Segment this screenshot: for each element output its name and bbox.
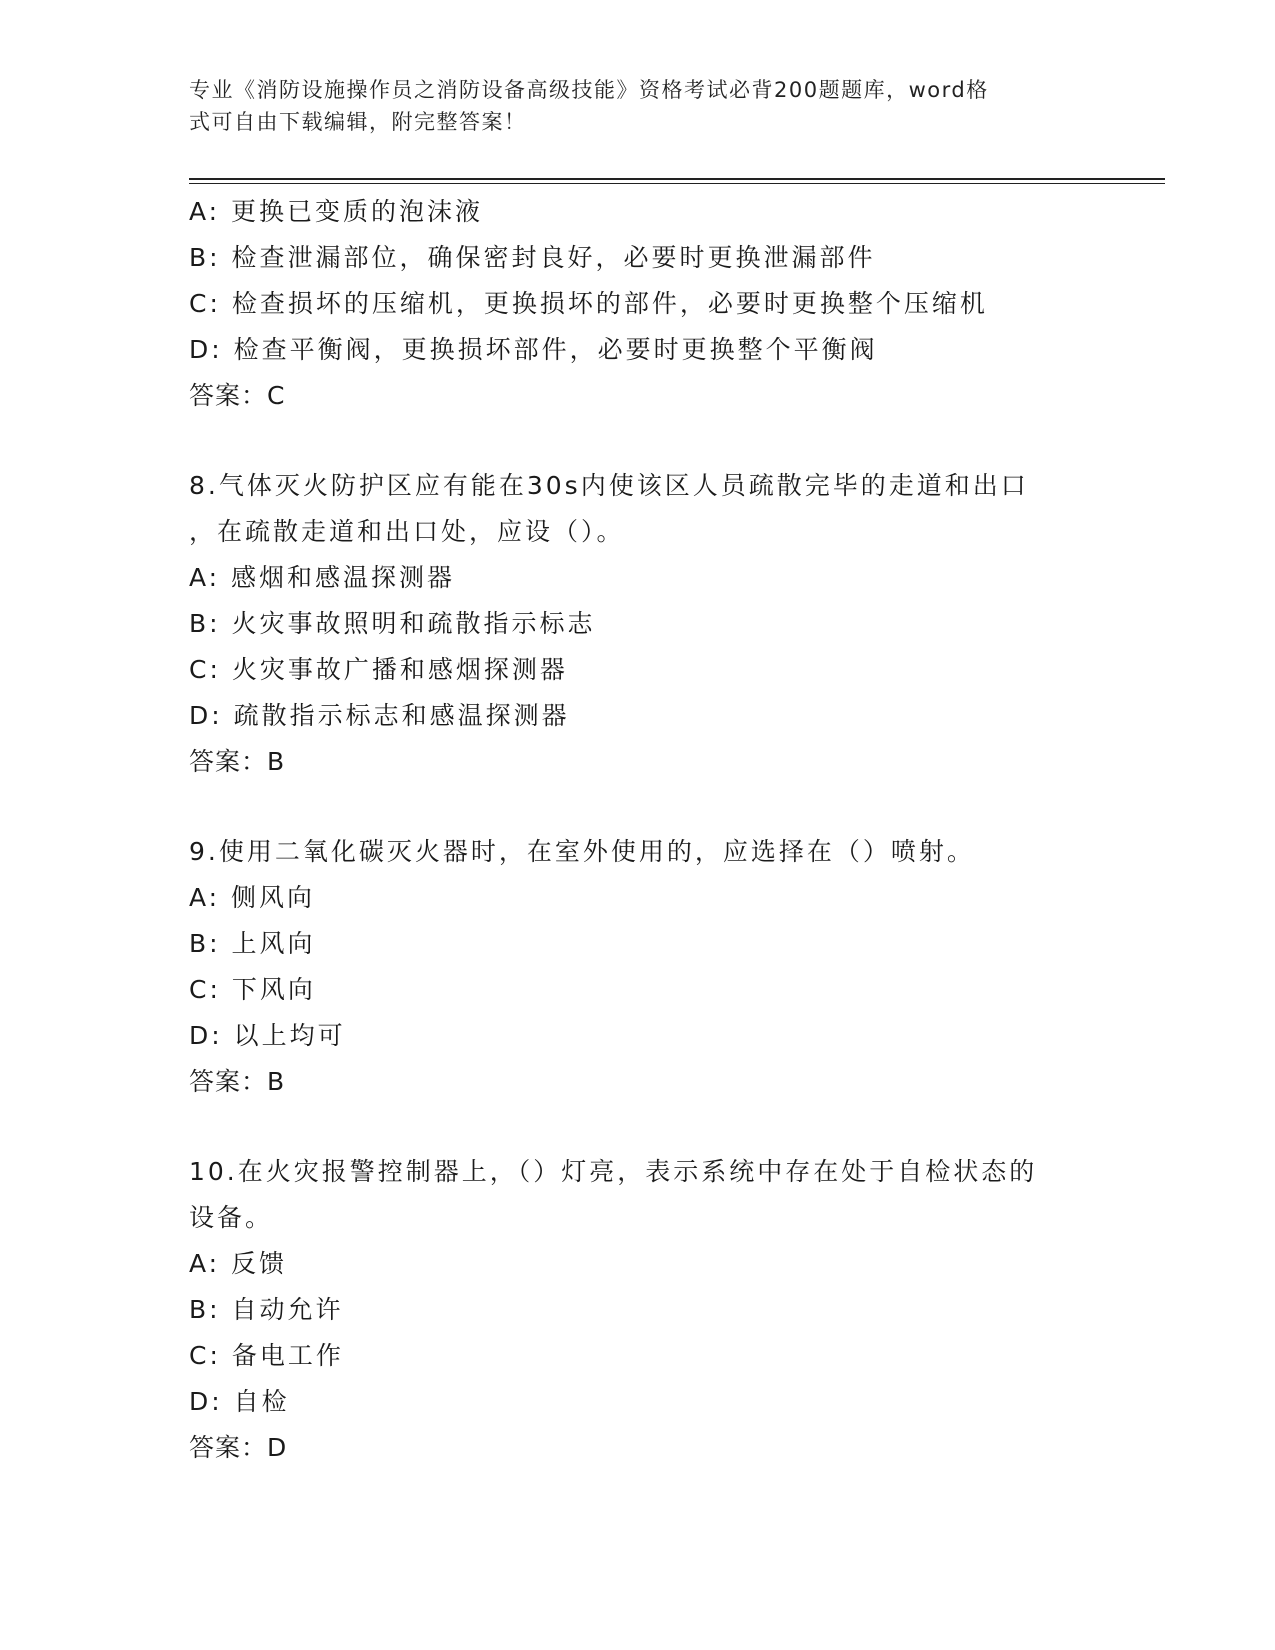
answer: 答案：B <box>189 1067 286 1096</box>
header-line-2: 式可自由下载编辑，附完整答案！ <box>189 110 527 134</box>
question-stem-continued: ，在疏散走道和出口处，应设（）。 <box>189 517 625 546</box>
answer: 答案：D <box>189 1433 288 1462</box>
question-stem-continued: 设备。 <box>189 1203 274 1232</box>
option-b: B: 上风向 <box>189 929 316 958</box>
option-a: A: 反馈 <box>189 1249 288 1278</box>
question-stem: 9.使用二氧化碳灭火器时，在室外使用的，应选择在（）喷射。 <box>189 837 975 866</box>
option-c: C: 备电工作 <box>189 1341 344 1370</box>
option-d: D: 以上均可 <box>189 1021 346 1050</box>
option-a: A: 感烟和感温探测器 <box>189 563 456 592</box>
option-d: D: 自检 <box>189 1387 290 1416</box>
option-a: A: 侧风向 <box>189 883 316 912</box>
question-9 <box>189 829 1089 1105</box>
option-c: C: 下风向 <box>189 975 316 1004</box>
option-c: C: 检查损坏的压缩机，更换损坏的部件，必要时更换整个压缩机 <box>189 289 988 318</box>
header-divider-thin <box>189 183 1165 184</box>
spacer <box>189 1105 1089 1149</box>
option-b: B: 火灾事故照明和疏散指示标志 <box>189 609 596 638</box>
option-c: C: 火灾事故广播和感烟探测器 <box>189 655 568 684</box>
answer: 答案：B <box>189 747 286 776</box>
question-8 <box>189 463 1089 785</box>
question-stem: 8.气体灭火防护区应有能在30s内使该区人员疏散完毕的走道和出口 <box>189 471 1029 500</box>
spacer <box>189 785 1089 829</box>
answer: 答案：C <box>189 381 286 410</box>
question-list <box>189 189 1089 1471</box>
question-10 <box>189 1149 1089 1471</box>
option-a: A: 更换已变质的泡沫液 <box>189 197 484 226</box>
question-7 <box>189 189 1089 419</box>
header-divider-thick <box>189 178 1165 180</box>
document-header <box>189 74 1089 138</box>
option-b: B: 自动允许 <box>189 1295 344 1324</box>
option-d: D: 疏散指示标志和感温探测器 <box>189 701 570 730</box>
spacer <box>189 419 1089 463</box>
option-d: D: 检查平衡阀，更换损坏部件，必要时更换整个平衡阀 <box>189 335 878 364</box>
header-line-1: 专业《消防设施操作员之消防设备高级技能》资格考试必背200题题库，word格 <box>189 78 989 102</box>
option-b: B: 检查泄漏部位，确保密封良好，必要时更换泄漏部件 <box>189 243 876 272</box>
question-stem: 10.在火灾报警控制器上，（）灯亮，表示系统中存在处于自检状态的 <box>189 1157 1038 1186</box>
